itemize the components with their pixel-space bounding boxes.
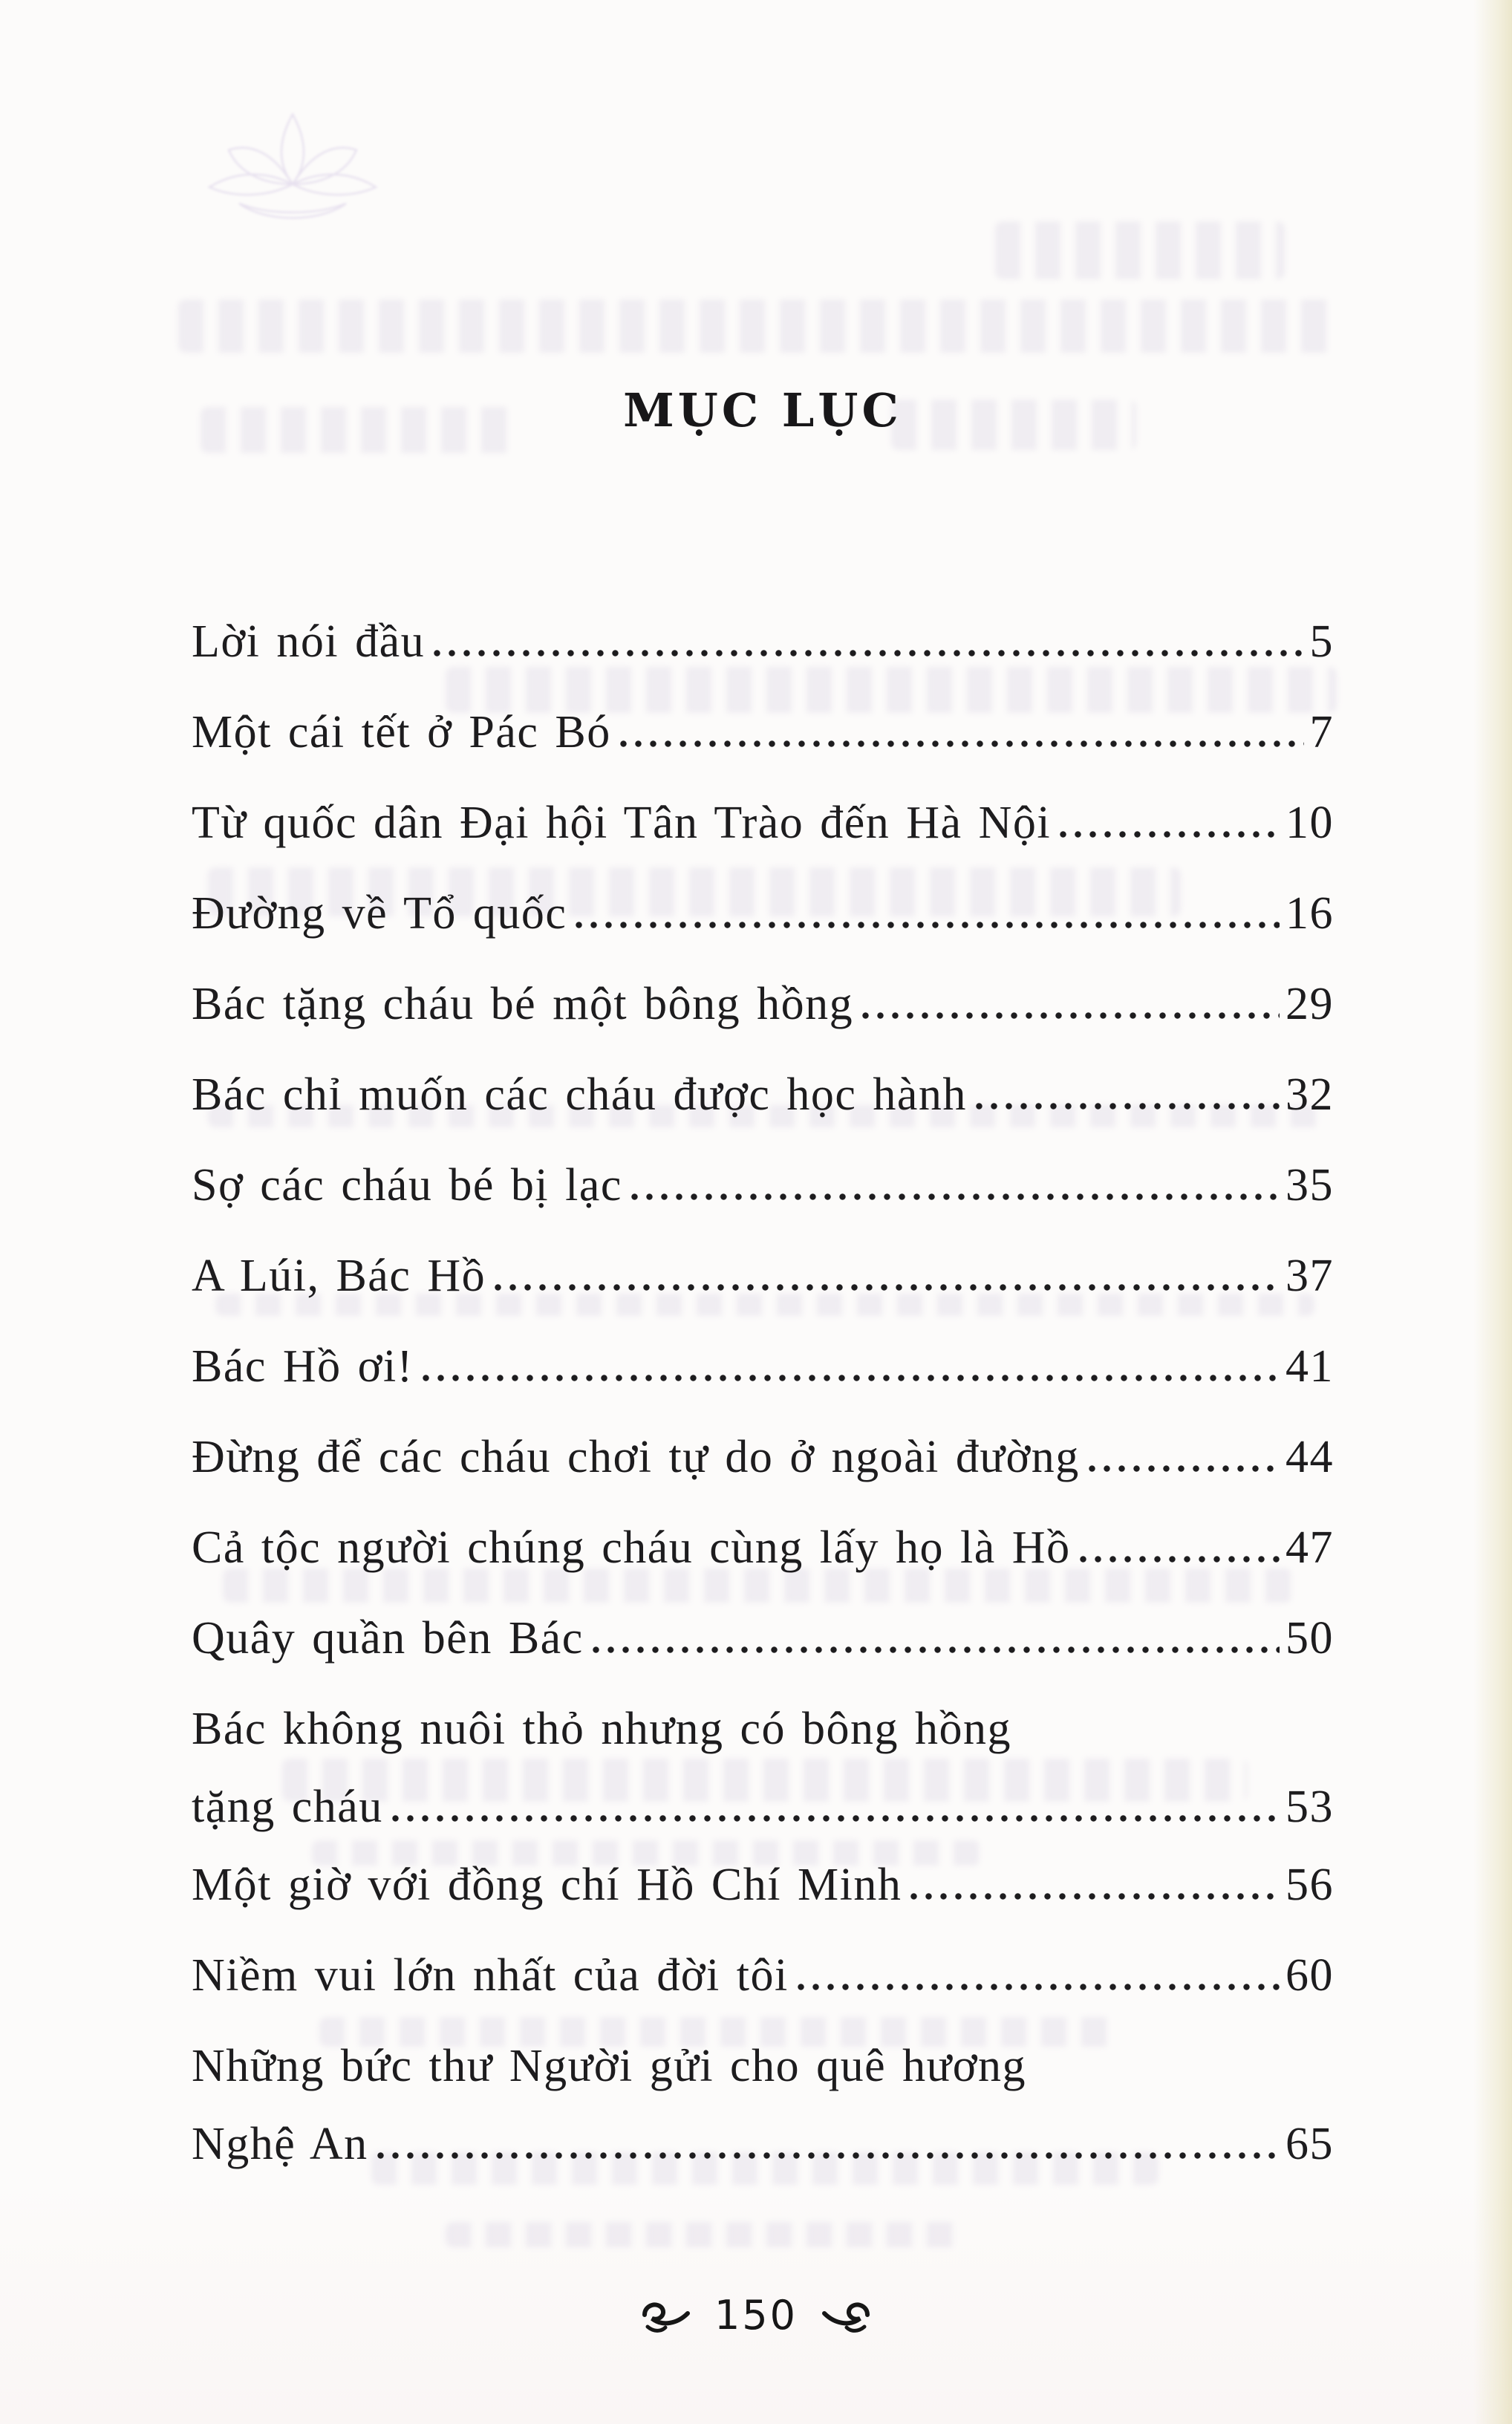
footer-right-flourish-icon [820, 2297, 873, 2334]
dot-leader [1089, 1465, 1280, 1472]
table-of-contents [192, 596, 1334, 2177]
toc-entry-page-number: 60 [1285, 1949, 1334, 2001]
toc-entry-title: Những bức thư Người gửi cho quê hương [192, 2040, 1026, 2091]
bleed-through-lotus-ornament [199, 108, 386, 233]
toc-entry-page-number: 7 [1309, 706, 1334, 758]
toc-entry-page-number: 53 [1285, 1781, 1334, 1832]
toc-entry-title: Bác không nuôi thỏ nhưng có bông hồng [192, 1703, 1011, 1754]
toc-entry-title: Một giờ với đồng chí Hồ Chí Minh [192, 1859, 902, 1910]
toc-entry-page-number: 32 [1285, 1069, 1334, 1120]
dot-leader [910, 1893, 1280, 1900]
toc-entry-line [192, 1231, 1334, 1321]
toc-entry-line [192, 1774, 1334, 1840]
toc-entry-title: Đường về Tổ quốc [192, 887, 567, 939]
dot-leader [620, 740, 1304, 747]
toc-entry-line [192, 1684, 1334, 1774]
toc-entry-title: Lời nói đầu [192, 616, 426, 667]
toc-entry-page-number: 56 [1285, 1859, 1334, 1910]
bleed-through-smudge [178, 299, 1337, 353]
dot-leader [392, 1815, 1280, 1822]
dot-leader [377, 2152, 1280, 2159]
toc-entry-title: Bác tặng cháu bé một bông hồng [192, 978, 854, 1029]
toc-entry-title: Đừng để các cháu chơi tự do ở ngoài đường [192, 1431, 1080, 1482]
toc-entry-line [192, 2021, 1334, 2111]
toc-entry-title: Từ quốc dân Đại hội Tân Trào đến Hà Nội [192, 797, 1052, 848]
toc-entry-line [192, 687, 1334, 778]
toc-entry-line [192, 1412, 1334, 1502]
toc-entry-page-number: 47 [1285, 1522, 1334, 1573]
toc-entry-title: Bác chỉ muốn các cháu được học hành [192, 1069, 967, 1120]
page-edge-shading [1473, 0, 1512, 2424]
footer-left-flourish-icon [639, 2297, 692, 2334]
toc-entry-page-number: 37 [1285, 1250, 1334, 1301]
toc-entry-line [192, 1502, 1334, 1593]
toc-entry-line [192, 2111, 1334, 2177]
toc-entry-line [192, 1930, 1334, 2021]
bleed-through-smudge [995, 221, 1285, 279]
dot-leader [495, 1284, 1280, 1291]
dot-leader [862, 1012, 1280, 1019]
dot-leader [631, 1193, 1280, 1200]
toc-entry-page-number: 50 [1285, 1612, 1334, 1664]
dot-leader [1060, 831, 1280, 838]
bleed-through-smudge [446, 2222, 965, 2247]
toc-entry-line [192, 1840, 1334, 1930]
toc-entry-page-number: 65 [1285, 2118, 1334, 2169]
dot-leader [1080, 1556, 1280, 1563]
toc-entry-page-number: 10 [1285, 797, 1334, 848]
toc-entry-title: Niềm vui lớn nhất của đời tôi [192, 1949, 789, 2001]
toc-entry-title: Cả tộc người chúng cháu cùng lấy họ là Hồ [192, 1522, 1071, 1573]
toc-entry-title: Một cái tết ở Pác Bó [192, 706, 611, 758]
toc-entry-title: tặng cháu [192, 1781, 383, 1832]
dot-leader [593, 1646, 1280, 1653]
page-title: MỤC LỤC [623, 383, 902, 437]
toc-entry-title: Quây quần bên Bác [192, 1612, 584, 1664]
footer-page-number: 150 [714, 2292, 798, 2339]
toc-entry-line [192, 1321, 1334, 1412]
toc-entry-line [192, 1140, 1334, 1231]
toc-entry-page-number: 35 [1285, 1159, 1334, 1211]
dot-leader [798, 1984, 1280, 1990]
toc-entry-page-number: 16 [1285, 887, 1334, 939]
toc-entry-page-number: 29 [1285, 978, 1334, 1029]
dot-leader [976, 1103, 1280, 1110]
toc-entry-line [192, 1593, 1334, 1684]
dot-leader [576, 922, 1280, 928]
dot-leader [434, 650, 1303, 656]
toc-entry-line [192, 596, 1334, 687]
toc-entry-page-number: 41 [1285, 1340, 1334, 1392]
toc-entry-title: A Lúi, Bác Hồ [192, 1250, 486, 1301]
dot-leader [423, 1375, 1280, 1381]
page-footer [0, 2292, 1512, 2339]
toc-entry-line [192, 1049, 1334, 1140]
toc-entry-title: Bác Hồ ơi! [192, 1340, 414, 1392]
toc-entry-line [192, 778, 1334, 868]
toc-entry-page-number: 5 [1309, 616, 1334, 667]
toc-entry-line [192, 868, 1334, 959]
toc-entry-title: Sợ các cháu bé bị lạc [192, 1159, 622, 1211]
toc-entry-page-number: 44 [1285, 1431, 1334, 1482]
toc-entry-line [192, 959, 1334, 1049]
toc-entry-title: Nghệ An [192, 2118, 368, 2169]
